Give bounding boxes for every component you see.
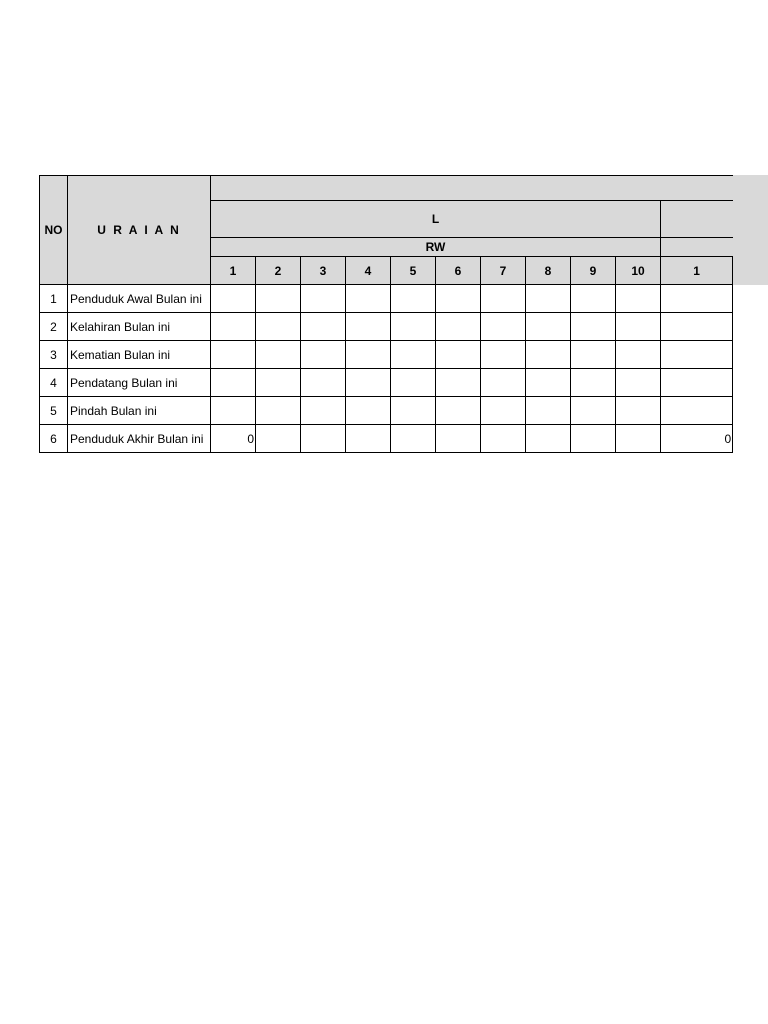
data-cell[interactable] bbox=[571, 313, 616, 341]
data-cell[interactable] bbox=[571, 425, 616, 453]
data-cell[interactable] bbox=[346, 341, 391, 369]
data-cell[interactable] bbox=[481, 369, 526, 397]
data-cell[interactable] bbox=[616, 285, 661, 313]
data-cell[interactable] bbox=[301, 341, 346, 369]
header-column-8: 8 bbox=[526, 257, 571, 285]
data-cell[interactable] bbox=[571, 285, 616, 313]
data-cell[interactable] bbox=[256, 285, 301, 313]
data-cell[interactable] bbox=[301, 285, 346, 313]
header-column-2: 2 bbox=[256, 257, 301, 285]
row-label: Penduduk Akhir Bulan ini bbox=[68, 425, 211, 453]
data-cell[interactable] bbox=[526, 341, 571, 369]
data-cell[interactable] bbox=[256, 425, 301, 453]
header-column-3: 3 bbox=[301, 257, 346, 285]
row-label: Penduduk Awal Bulan ini bbox=[68, 285, 211, 313]
data-cell[interactable] bbox=[301, 369, 346, 397]
table-row bbox=[40, 341, 733, 369]
header-subgroup-rw: RW bbox=[211, 238, 661, 257]
data-cell[interactable] bbox=[526, 313, 571, 341]
data-cell[interactable] bbox=[571, 369, 616, 397]
row-number: 3 bbox=[40, 341, 68, 369]
data-cell[interactable] bbox=[526, 397, 571, 425]
data-cell[interactable] bbox=[436, 285, 481, 313]
table-row bbox=[40, 425, 733, 453]
data-cell[interactable] bbox=[256, 313, 301, 341]
data-cell[interactable] bbox=[481, 397, 526, 425]
header-group-next bbox=[661, 201, 733, 238]
data-cell[interactable] bbox=[481, 313, 526, 341]
data-cell[interactable] bbox=[346, 313, 391, 341]
table-row bbox=[40, 369, 733, 397]
data-cell[interactable] bbox=[481, 285, 526, 313]
data-cell[interactable] bbox=[661, 341, 733, 369]
data-cell[interactable]: 0 bbox=[661, 425, 733, 453]
header-column-1: 1 bbox=[211, 257, 256, 285]
data-cell[interactable] bbox=[346, 369, 391, 397]
data-cell[interactable] bbox=[211, 341, 256, 369]
table-row bbox=[40, 285, 733, 313]
data-cell[interactable] bbox=[301, 313, 346, 341]
row-number: 5 bbox=[40, 397, 68, 425]
header-column-7: 7 bbox=[481, 257, 526, 285]
row-label: Pindah Bulan ini bbox=[68, 397, 211, 425]
data-cell[interactable] bbox=[256, 341, 301, 369]
data-cell[interactable] bbox=[526, 285, 571, 313]
row-number: 2 bbox=[40, 313, 68, 341]
data-cell[interactable] bbox=[346, 285, 391, 313]
data-cell[interactable] bbox=[526, 425, 571, 453]
data-cell[interactable] bbox=[436, 425, 481, 453]
table-row bbox=[40, 313, 733, 341]
data-cell[interactable] bbox=[481, 341, 526, 369]
data-cell[interactable] bbox=[616, 397, 661, 425]
row-label: Kelahiran Bulan ini bbox=[68, 313, 211, 341]
header-top-band bbox=[211, 176, 733, 201]
data-cell[interactable] bbox=[346, 425, 391, 453]
data-cell[interactable] bbox=[436, 341, 481, 369]
data-cell[interactable] bbox=[616, 341, 661, 369]
data-cell[interactable] bbox=[391, 285, 436, 313]
row-number: 6 bbox=[40, 425, 68, 453]
row-label: Kematian Bulan ini bbox=[68, 341, 211, 369]
row-number: 1 bbox=[40, 285, 68, 313]
header-column-6: 6 bbox=[436, 257, 481, 285]
header-column-10: 10 bbox=[616, 257, 661, 285]
data-cell[interactable] bbox=[616, 425, 661, 453]
header-column-9: 9 bbox=[571, 257, 616, 285]
data-cell[interactable] bbox=[436, 397, 481, 425]
data-cell[interactable] bbox=[346, 397, 391, 425]
data-cell[interactable] bbox=[301, 425, 346, 453]
row-number: 4 bbox=[40, 369, 68, 397]
data-cell[interactable] bbox=[481, 425, 526, 453]
header-uraian: U R A I A N bbox=[68, 176, 211, 285]
data-cell[interactable] bbox=[211, 397, 256, 425]
row-label: Pendatang Bulan ini bbox=[68, 369, 211, 397]
data-cell[interactable] bbox=[391, 369, 436, 397]
data-cell[interactable] bbox=[211, 285, 256, 313]
header-column-5: 5 bbox=[391, 257, 436, 285]
data-cell[interactable] bbox=[661, 285, 733, 313]
data-cell[interactable] bbox=[391, 397, 436, 425]
header-no: NO bbox=[40, 176, 68, 285]
header-group-l: L bbox=[211, 201, 661, 238]
data-cell[interactable] bbox=[436, 313, 481, 341]
table-row bbox=[40, 397, 733, 425]
data-cell[interactable] bbox=[256, 397, 301, 425]
data-cell[interactable] bbox=[661, 313, 733, 341]
data-cell[interactable] bbox=[526, 369, 571, 397]
data-cell[interactable] bbox=[571, 397, 616, 425]
data-cell[interactable] bbox=[301, 397, 346, 425]
header-column-4: 4 bbox=[346, 257, 391, 285]
data-cell[interactable] bbox=[211, 313, 256, 341]
data-cell[interactable] bbox=[616, 313, 661, 341]
data-cell[interactable] bbox=[391, 425, 436, 453]
data-cell[interactable] bbox=[391, 313, 436, 341]
population-table bbox=[39, 175, 733, 453]
data-cell[interactable] bbox=[661, 369, 733, 397]
data-cell[interactable] bbox=[256, 369, 301, 397]
data-cell[interactable] bbox=[391, 341, 436, 369]
data-cell[interactable] bbox=[571, 341, 616, 369]
data-cell[interactable] bbox=[661, 397, 733, 425]
data-cell[interactable] bbox=[211, 369, 256, 397]
data-cell[interactable] bbox=[436, 369, 481, 397]
header-background-band bbox=[729, 175, 768, 285]
header-column-11: 1 bbox=[661, 257, 733, 285]
data-cell[interactable]: 0 bbox=[211, 425, 256, 453]
header-subgroup-next bbox=[661, 238, 733, 257]
data-cell[interactable] bbox=[616, 369, 661, 397]
